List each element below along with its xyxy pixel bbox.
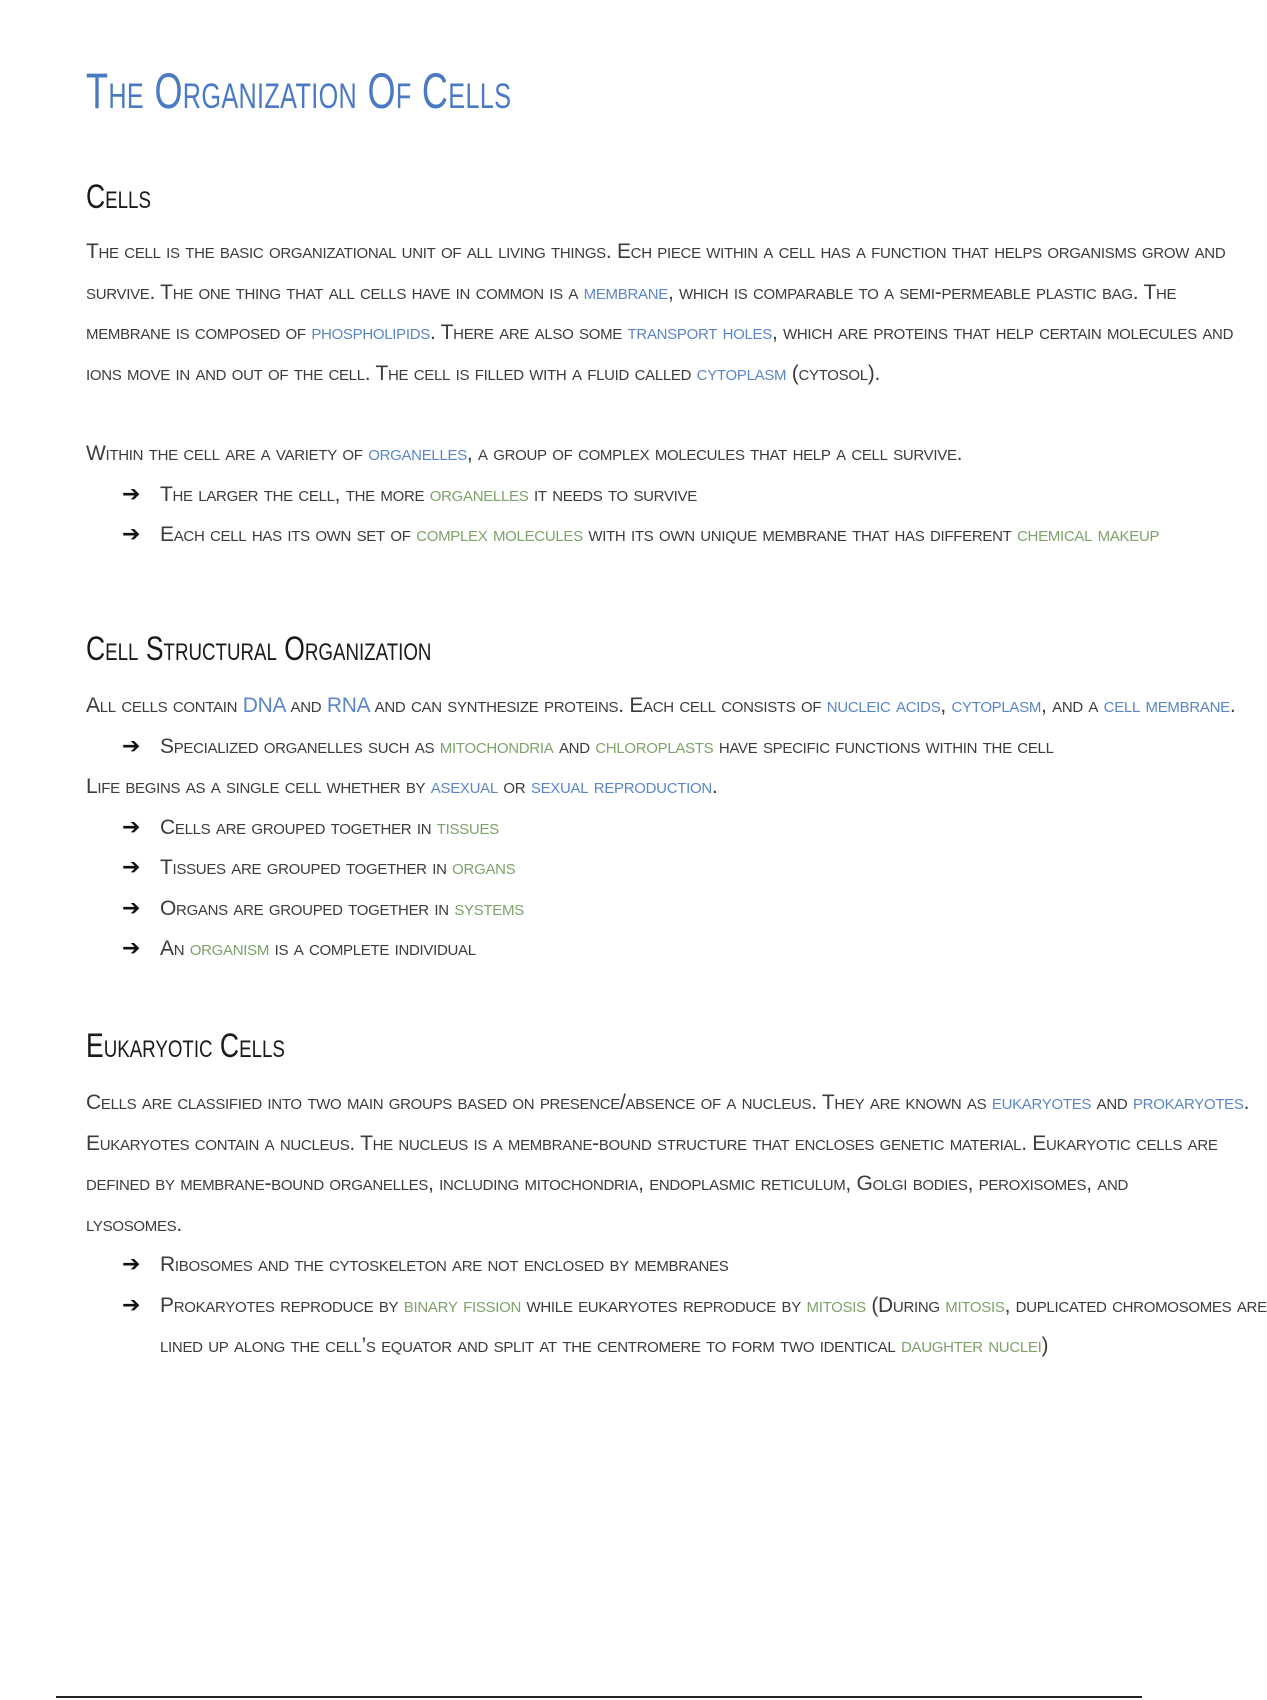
key-term: eukaryotes bbox=[991, 1091, 1092, 1114]
text-run: , which are proteins that help certain molecules and bbox=[771, 321, 1234, 344]
section-heading: Eukaryotic Cells bbox=[86, 1027, 285, 1065]
bullet-item bbox=[86, 1245, 1136, 1286]
section-eukaryotic-cells bbox=[86, 1027, 1267, 1367]
text-run: Specialized organelles such as bbox=[160, 734, 440, 758]
right-arrow-icon: ➔ bbox=[122, 895, 141, 921]
key-term: transport holes bbox=[627, 321, 772, 344]
bullet-line bbox=[160, 475, 1136, 516]
paragraph-line bbox=[86, 434, 1136, 475]
bullet-item bbox=[86, 808, 1136, 849]
bullet-list bbox=[86, 808, 1136, 970]
text-run: while eukaryotes reproduce by bbox=[521, 1293, 807, 1317]
bullet-item bbox=[86, 889, 1136, 930]
text-run: it needs to survive bbox=[528, 482, 697, 506]
text-run: Within the cell are a variety of bbox=[86, 442, 369, 465]
key-term: cytoplasm bbox=[951, 694, 1042, 717]
text-run: All cells contain bbox=[86, 694, 243, 717]
highlighted-term: organelles bbox=[429, 482, 529, 506]
text-run: survive. The one thing that all cells have in common is a bbox=[86, 280, 584, 304]
paragraph-line bbox=[86, 232, 1226, 273]
text-run: The larger the cell, the more bbox=[160, 482, 430, 506]
key-term: cell membrane bbox=[1103, 694, 1230, 717]
key-term: phospholipids bbox=[311, 321, 430, 344]
right-arrow-icon: ➔ bbox=[122, 936, 141, 961]
bullet-list bbox=[86, 475, 1160, 556]
section-heading: Cell Structural Organization bbox=[86, 630, 432, 668]
bullet-item bbox=[86, 727, 1136, 768]
text-run: or bbox=[497, 775, 531, 798]
text-run: and bbox=[553, 734, 596, 758]
footer-divider bbox=[56, 1696, 1142, 1698]
bullet-item bbox=[86, 929, 1136, 970]
paragraph bbox=[86, 1083, 1250, 1245]
text-run: Cells are classified into two main groups based on presence/absence of a nucleus. They are known as bbox=[86, 1091, 992, 1114]
text-run: Life begins as a single cell whether by bbox=[86, 775, 431, 798]
text-run: Ribosomes and the cytoskeleton are not enclosed by membranes bbox=[160, 1253, 729, 1276]
text-run: . bbox=[1243, 1091, 1250, 1114]
text-run: . bbox=[711, 775, 718, 798]
paragraph-line bbox=[86, 1124, 1218, 1165]
text-run: (During bbox=[865, 1293, 946, 1317]
text-run: lysosomes. bbox=[86, 1212, 182, 1236]
text-run: (cytosol). bbox=[786, 361, 881, 385]
paragraph-line bbox=[86, 354, 1136, 395]
bullet-line bbox=[160, 515, 1160, 556]
bullet-item bbox=[86, 515, 1160, 556]
text-run: and bbox=[1091, 1091, 1133, 1114]
text-run: An bbox=[160, 937, 190, 960]
highlighted-term: mitosis bbox=[806, 1293, 866, 1317]
text-run: is a complete individual bbox=[269, 937, 476, 960]
highlighted-term: complex molecules bbox=[416, 523, 583, 546]
section-heading: Cells bbox=[86, 178, 151, 216]
bullet-line bbox=[160, 848, 1136, 889]
highlighted-term: systems bbox=[454, 896, 524, 920]
text-run: Each cell has its own set of bbox=[160, 523, 417, 546]
text-run: Organs are grouped together in bbox=[160, 896, 455, 920]
key-term: DNA bbox=[242, 694, 285, 717]
bullet-list bbox=[86, 727, 1136, 768]
text-run: . bbox=[1229, 694, 1236, 717]
key-term: sexual reproduction bbox=[530, 775, 712, 798]
text-run: . There are also some bbox=[429, 321, 628, 344]
bullet-line bbox=[160, 808, 1136, 849]
text-run: with its own unique membrane that has different bbox=[582, 523, 1018, 546]
paragraph bbox=[86, 434, 1136, 475]
key-term: organelles bbox=[368, 442, 467, 465]
text-run: defined by membrane-bound organelles, including mitochondria, endoplasmic reticulum, Golgi bodies, peroxisomes, and bbox=[86, 1172, 1129, 1195]
right-arrow-icon: ➔ bbox=[122, 1252, 141, 1277]
right-arrow-icon: ➔ bbox=[122, 1292, 141, 1318]
page-title: The Organization Of Cells bbox=[86, 63, 512, 119]
right-arrow-icon: ➔ bbox=[122, 481, 141, 507]
key-term: nucleic acids bbox=[826, 694, 941, 717]
key-term: membrane bbox=[583, 280, 668, 304]
text-run: The cell is the basic organizational unit of all living things. Ech piece within a cell has a function that helps organisms grow and bbox=[86, 240, 1226, 263]
bullet-line bbox=[160, 1286, 1267, 1327]
right-arrow-icon: ➔ bbox=[122, 733, 141, 759]
text-run: , and a bbox=[1041, 694, 1104, 717]
paragraph-line bbox=[86, 1164, 1136, 1205]
key-term: prokaryotes bbox=[1132, 1091, 1244, 1114]
highlighted-term: organism bbox=[189, 937, 270, 960]
highlighted-term: mitosis bbox=[945, 1293, 1005, 1317]
highlighted-term: daughter nuclei bbox=[900, 1334, 1042, 1357]
key-term: RNA bbox=[326, 694, 370, 717]
paragraph-line bbox=[86, 273, 1177, 314]
text-run: , duplicated chromosomes are bbox=[1004, 1293, 1267, 1317]
text-run: ions move in and out of the cell. The cell is filled with a fluid called bbox=[86, 361, 697, 385]
text-run: Prokaryotes reproduce by bbox=[160, 1293, 404, 1317]
text-run: have specific functions within the cell bbox=[713, 734, 1054, 758]
bullet-item bbox=[86, 475, 1136, 516]
right-arrow-icon: ➔ bbox=[122, 522, 141, 547]
text-run: and bbox=[285, 694, 327, 717]
text-run: lined up along the cell’s equator and split at the centromere to form two identical bbox=[160, 1334, 901, 1357]
bullet-line bbox=[160, 1326, 1136, 1367]
text-run: , a group of complex molecules that help a cell survive. bbox=[466, 442, 963, 465]
bullet-line bbox=[160, 889, 1136, 930]
text-run: Cells are grouped together in bbox=[160, 815, 437, 839]
text-run: membrane is composed of bbox=[86, 321, 312, 344]
right-arrow-icon: ➔ bbox=[122, 814, 141, 840]
highlighted-term: tissues bbox=[436, 815, 499, 839]
text-run: and can synthesize proteins. Each cell consists of bbox=[369, 694, 827, 717]
key-term: asexual bbox=[430, 775, 498, 798]
section-cells bbox=[86, 178, 1234, 556]
paragraph bbox=[86, 232, 1234, 394]
paragraph bbox=[86, 686, 1236, 727]
text-run: Eukaryotes contain a nucleus. The nucleus is a membrane-bound structure that encloses genetic material. Eukaryotic cells are bbox=[86, 1131, 1218, 1155]
paragraph-line bbox=[86, 686, 1236, 727]
text-run: Tissues are grouped together in bbox=[160, 856, 453, 879]
highlighted-term: organs bbox=[452, 856, 516, 879]
text-run: ) bbox=[1041, 1334, 1049, 1357]
text-run: , which is comparable to a semi-permeable plastic bag. The bbox=[667, 280, 1177, 304]
bullet-line bbox=[160, 929, 1136, 970]
bullet-line bbox=[160, 727, 1136, 768]
section-cell-structural-organization bbox=[86, 630, 1236, 970]
highlighted-term: binary fission bbox=[403, 1293, 521, 1317]
bullet-item bbox=[86, 848, 1136, 889]
bullet-list bbox=[86, 1245, 1267, 1367]
highlighted-term: chemical makeup bbox=[1017, 523, 1160, 546]
highlighted-term: chloroplasts bbox=[595, 734, 714, 758]
paragraph-line bbox=[86, 767, 1136, 808]
paragraph-line bbox=[86, 1083, 1250, 1124]
right-arrow-icon: ➔ bbox=[122, 855, 141, 880]
paragraph-line bbox=[86, 1205, 1136, 1246]
bullet-line bbox=[160, 1245, 1136, 1286]
bullet-item bbox=[86, 1286, 1267, 1367]
highlighted-term: mitochondria bbox=[439, 734, 554, 758]
key-term: cytoplasm bbox=[696, 361, 787, 385]
paragraph-line bbox=[86, 313, 1234, 354]
text-run: , bbox=[940, 694, 952, 717]
paragraph bbox=[86, 767, 1136, 808]
